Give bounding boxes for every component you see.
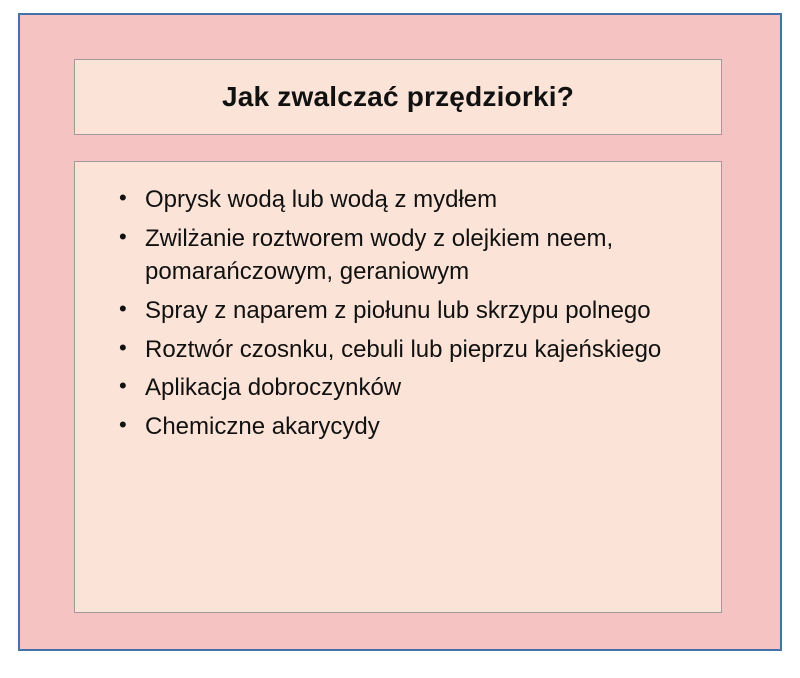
title-placeholder[interactable] <box>74 59 722 135</box>
bullet-list <box>101 184 695 444</box>
slide-canvas <box>18 13 782 651</box>
content-placeholder[interactable] <box>74 161 722 613</box>
list-item: • Chemiczne akarycydy <box>101 411 695 444</box>
list-item: • Zwilżanie roztworem wody z olejkiem neem, pomarańczowym, geraniowym <box>101 223 695 289</box>
page-title: Jak zwalczać przędziorki? <box>221 81 575 112</box>
list-item: • Oprysk wodą lub wodą z mydłem <box>101 184 695 217</box>
list-item: • Roztwór czosnku, cebuli lub pieprzu kajeńskiego <box>101 334 695 367</box>
list-item: • Aplikacja dobroczynków <box>101 372 695 405</box>
list-item: • Spray z naparem z piołunu lub skrzypu polnego <box>101 295 695 328</box>
